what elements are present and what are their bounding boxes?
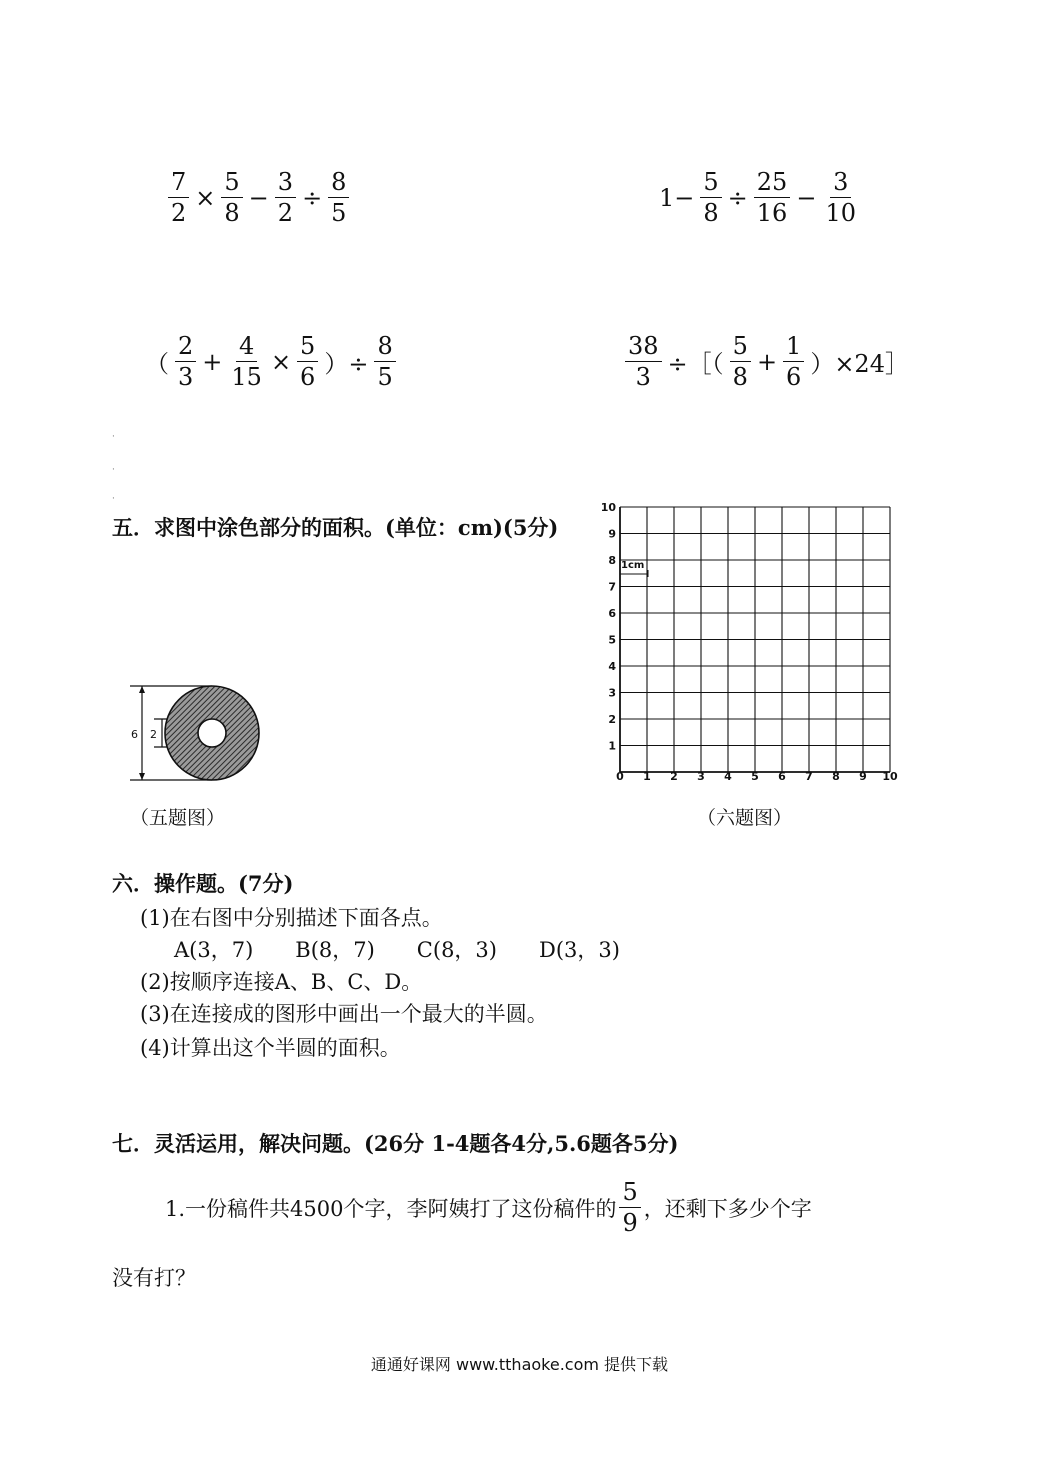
denominator: 2 xyxy=(171,199,187,227)
y-tick-label: 2 xyxy=(608,713,616,726)
y-tick-label: 10 xyxy=(600,501,616,514)
denominator: 2 xyxy=(277,199,294,227)
x-tick-label: 3 xyxy=(697,770,705,783)
fraction xyxy=(328,170,349,225)
stray-mark: · xyxy=(112,494,115,504)
task-item-2: (2)按顺序连接A、B、C、D。 xyxy=(140,970,423,994)
numerator: 7 xyxy=(168,170,189,198)
x-tick-label: 5 xyxy=(751,770,759,783)
denominator: 5 xyxy=(331,199,347,227)
denominator: 10 xyxy=(825,199,856,227)
numerator: 8 xyxy=(328,170,349,198)
question-1-text-end: ，还剩下多少个字 xyxy=(643,1196,812,1221)
numerator: 38 xyxy=(625,334,662,362)
section5-heading: 五．求图中涂色部分的面积。(单位：cm)(5分) xyxy=(112,515,559,540)
task-item-3: (3)在连接成的图形中画出一个最大的半圆。 xyxy=(140,1002,548,1026)
denominator: 8 xyxy=(732,363,748,391)
numerator: 3 xyxy=(830,170,851,198)
figure6-caption: （六题图） xyxy=(697,807,793,829)
operator: + xyxy=(756,347,778,376)
fraction xyxy=(625,334,662,389)
fraction xyxy=(822,170,859,225)
numerator: 3 xyxy=(275,170,296,198)
task-item-4: (4)计算出这个半圆的面积。 xyxy=(140,1036,401,1060)
x-tick-label: 2 xyxy=(670,770,678,783)
numerator: 5 xyxy=(297,334,318,362)
grid-lines xyxy=(620,507,890,772)
x-tick-label: 7 xyxy=(805,770,813,783)
denominator: 8 xyxy=(224,199,240,227)
operator: × xyxy=(195,183,216,212)
operator: （ xyxy=(145,350,169,378)
task-points: A(3，7) B(8，7) C(8，3) D(3，3) xyxy=(174,938,620,962)
fraction xyxy=(275,170,296,225)
section6-heading: 六．操作题。(7分) xyxy=(112,871,294,896)
y-tick-label: 1 xyxy=(608,739,616,753)
x-tick-label: 10 xyxy=(882,770,898,783)
operator: ÷［（ xyxy=(667,350,724,378)
operator: − xyxy=(796,183,817,212)
numerator: 5 xyxy=(700,170,721,198)
numerator: 5 xyxy=(221,170,242,198)
question-1 xyxy=(165,1180,812,1235)
expression-3 xyxy=(142,334,399,389)
fraction xyxy=(783,334,804,389)
fraction xyxy=(374,334,395,389)
denominator: 3 xyxy=(635,363,651,391)
x-tick-label: 4 xyxy=(724,770,732,783)
operator: ）×24］ xyxy=(810,350,909,378)
fraction xyxy=(754,170,791,225)
x-tick-label: 1 xyxy=(643,770,651,783)
numerator: 25 xyxy=(754,170,791,198)
stray-mark: · xyxy=(112,465,115,475)
page-footer: 通通好课网 www.tthaoke.com 提供下载 xyxy=(370,1355,669,1374)
numerator: 5 xyxy=(730,334,751,362)
question-1-fraction: $\frac{5}{9}$ xyxy=(619,1180,640,1235)
operator: 1− xyxy=(659,183,695,212)
y-tick-label: 6 xyxy=(608,607,616,620)
fraction xyxy=(221,170,242,225)
question-1-line2: 没有打？ xyxy=(112,1266,196,1290)
y-tick-label: 5 xyxy=(608,633,616,647)
stray-mark: · xyxy=(112,432,115,442)
ring-outer-label: 6 xyxy=(131,728,138,741)
denominator: 6 xyxy=(786,363,802,391)
fraction xyxy=(168,170,189,225)
fraction xyxy=(730,334,751,389)
task-item-1: (1)在右图中分别描述下面各点。 xyxy=(140,906,443,930)
y-tick-label: 8 xyxy=(608,554,616,567)
x-tick-label: 8 xyxy=(832,770,840,783)
operator: ÷ xyxy=(302,183,323,212)
scale-label: 1cm xyxy=(621,560,645,571)
numerator: 1 xyxy=(783,334,804,362)
y-tick-label: 9 xyxy=(608,527,616,541)
expression-4 xyxy=(622,334,912,389)
y-tick-label: 3 xyxy=(608,686,616,700)
question-1-text: 1.一份稿件共4500个字，李阿姨打了这份稿件的 xyxy=(165,1196,617,1221)
fraction xyxy=(700,170,721,225)
numerator: 4 xyxy=(236,334,257,362)
x-tick-label: 9 xyxy=(859,770,867,783)
ring-figure xyxy=(128,682,268,784)
expression-1 xyxy=(165,170,352,225)
section7-heading: 七．灵活运用，解决问题。(26分 1-4题各4分,5.6题各5分) xyxy=(112,1131,679,1156)
numerator: 2 xyxy=(175,334,196,362)
denominator: 15 xyxy=(231,363,262,391)
fraction xyxy=(175,334,196,389)
y-tick-label: 7 xyxy=(608,580,616,594)
denominator: 16 xyxy=(756,199,788,227)
operator: + xyxy=(202,347,223,376)
ring-inner-label: 2 xyxy=(150,728,157,741)
denominator: 8 xyxy=(703,199,719,227)
operator: ）÷ xyxy=(324,350,369,378)
scale-marker xyxy=(620,560,648,577)
figure5-caption: （五题图） xyxy=(130,807,226,829)
y-tick-label: 4 xyxy=(608,660,616,673)
fraction xyxy=(228,334,265,389)
numerator: 8 xyxy=(374,334,395,362)
operator: ÷ xyxy=(727,183,748,212)
denominator: 5 xyxy=(377,363,393,391)
x-tick-label: 0 xyxy=(616,770,624,783)
denominator: 6 xyxy=(300,363,316,391)
operator: × xyxy=(270,347,292,376)
operator: − xyxy=(248,183,269,212)
fraction xyxy=(297,334,318,389)
expression-2 xyxy=(656,170,862,225)
x-tick-label: 6 xyxy=(778,770,786,783)
denominator: 3 xyxy=(178,363,194,391)
coordinate-grid xyxy=(593,501,913,792)
